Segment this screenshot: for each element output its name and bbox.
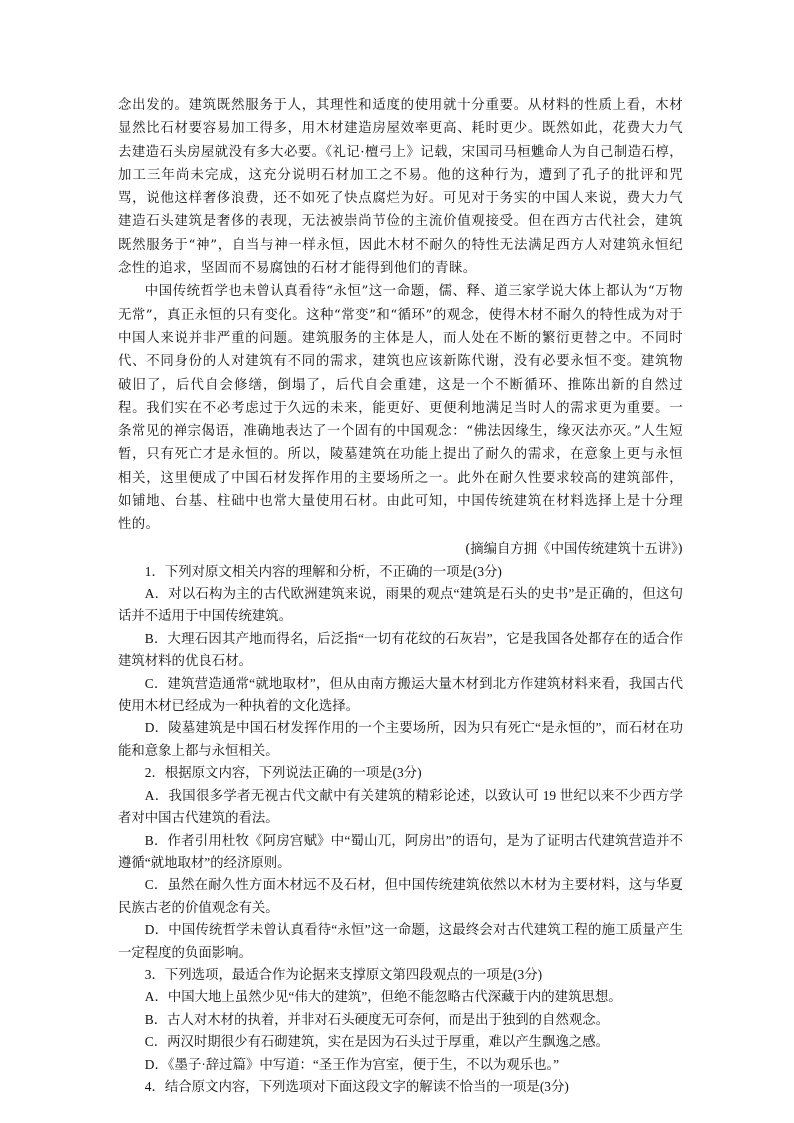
option-b: B．大理石因其产地而得名，后泛指“一切有花纹的石灰岩”，它是我国各处都存在的适合作建筑材料的优良石材。 [118,630,683,669]
option-a: A．中国大地上虽然少见“伟大的建筑”，但绝不能忽略古代深藏于内的建筑思想。 [144,989,622,1005]
question-stem: 4．结合原文内容，下列选项对下面这段文字的解读不恰当的一项是(3分) [144,1078,569,1094]
question-1 [118,561,683,763]
option-d: D．中国传统哲学未曾认真看待“永恒”这一命题，这最终会对古代建筑工程的施工质量产生一定程度的负面影响。 [118,922,683,960]
option-c: C．两汉时期很少有石砌建筑，实在是因为石头过于厚重，难以产生飘逸之感。 [144,1034,610,1050]
option-a: A．我国很多学者无视古代文献中有关建筑的精彩论述，以致认可 19 世纪以来不少西方学者对中国古代建筑的看法。 [118,787,683,826]
option-b: B．作者引用杜牧《阿房宫赋》中“蜀山兀，阿房出”的语句，是为了证明古代建筑营造并不遵循“就地取材”的经济原则。 [118,832,683,870]
option-c: C．虽然在耐久性方面木材远不及石材，但中国传统建筑依然以木材为主要材料，这与华夏民族古老的价值观念有关。 [118,877,683,915]
question-list [118,561,683,1099]
passage-source: (摘编自方拥《中国传统建筑十五讲》) [465,541,683,557]
option-a: A．对以石构为主的古代欧洲建筑来说，雨果的观点“建筑是石头的史书”是正确的，但这句话并不适用于中国传统建筑。 [118,586,683,624]
option-c: C．建筑营造通常“就地取材”，但从由南方搬运大量木材到北方作建筑材料来看，我国古代使用木材已经成为一种执着的文化选择。 [118,675,683,714]
question-3 [118,964,683,1076]
option-d: D．陵墓建筑是中国石材发挥作用的一个主要场所，因为只有死亡“是永恒的”，而石材在功能和意象上都与永恒相关。 [118,720,683,758]
option-d: D．《墨子·辞过篇》中写道：“圣王作为宫室，便于生，不以为观乐也。” [144,1056,560,1072]
question-stem: 2．根据原文内容，下列说法正确的一项是(3分) [144,765,422,781]
question-stem: 1．下列对原文相关内容的理解和分析，不正确的一项是(3分) [144,563,502,579]
question-2 [118,762,683,964]
reading-passage [118,94,683,537]
question-4 [118,1076,683,1098]
passage-paragraph-2: 中国传统哲学也未曾认真看待“永恒”这一命题，儒、释、道三家学说大体上都认为“万物无常”，真正永恒的只有变化。这种“常变”和“循环”的观念，使得木材不耐久的特性成为对于中国人来说并非严重的问题。建筑服务的主体是人，而人处在不断的繁衍更替之中。不同时代、不同身份的人对建筑有不同的需求，建筑也应该新陈代谢，没有必要永恒不变。建筑物破旧了，后代自会修缮，倒塌了，后代自会重建，这是一个不断循环、推陈出新的自然过程。我们实在不必考虑过于久远的未来，能更好、更便利地满足当时人的需求更为重要。一条常见的禅宗偈语，准确地表达了一个固有的中国观念：“佛法因缘生，缘灭法亦灭。”人生短暂，只有死亡才是永恒的。所以，陵墓建筑在功能上提出了耐久的需求，在意象上更与永恒相关，这里便成了中国石材发挥作用的主要场所之一。此外在耐久性要求较高的建筑部件，如铺地、台基、柱础中也常大量使用石材。由此可知，中国传统建筑在材料选择上是十分理性的。 [118,284,683,533]
option-b: B．古人对木材的执着，并非对石头硬度无可奈何，而是出于独到的自然观念。 [144,1011,610,1027]
document-page [118,94,683,1098]
question-stem: 3．下列选项，最适合作为论据来支撑原文第四段观点的一项是(3分) [144,966,543,982]
passage-paragraph-1: 念出发的。建筑既然服务于人，其理性和适度的使用就十分重要。从材料的性质上看，木材显然比石材要容易加工得多，用木材建造房屋效率更高、耗时更少。既然如此，花费大力气去建造石头房屋就没有多大必要。《礼记·檀弓上》记载，宋国司马桓魋命人为自己制造石椁，加工三年尚未完成，这充分说明石材加工之不易。他的这种行为，遭到了孔子的批评和咒骂，说他这样奢侈浪费，还不如死了快点腐烂为好。可见对于务实的中国人来说，费大力气建造石头建筑是奢侈的表现，无法被崇尚节俭的主流价值观接受。但在西方古代社会，建筑既然服务于“神”，自当与神一样永恒，因此木材不耐久的特性无法满足西方人对建筑永恒纪念性的追求，坚固而不易腐蚀的石材才能得到他们的青睐。 [118,98,683,277]
